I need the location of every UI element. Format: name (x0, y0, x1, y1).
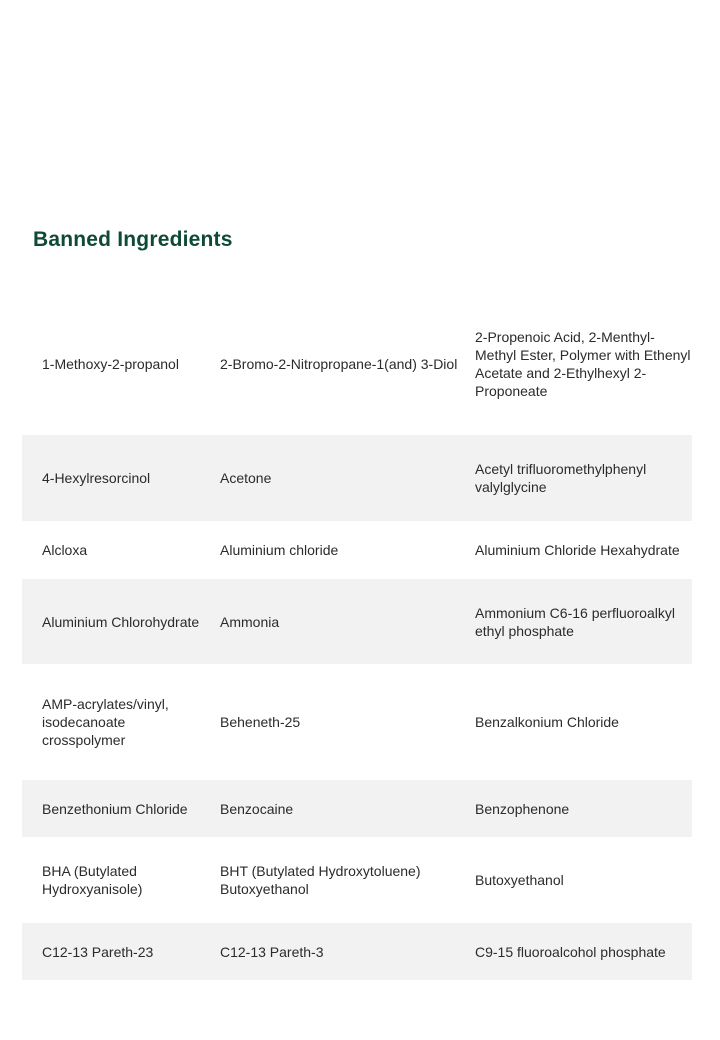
table-cell: C12-13 Pareth-23 (42, 943, 154, 960)
table-cell: Benzocaine (220, 800, 294, 817)
table-cell: Acetyl trifluoromethylphenyl valylglycine (475, 461, 647, 495)
table-cell: Aluminium Chloride Hexahydrate (475, 542, 680, 558)
table-row (22, 780, 692, 837)
table-row (22, 923, 692, 980)
table-cell: Butoxyethanol (475, 872, 564, 888)
table-cell: Aluminium chloride (220, 542, 339, 558)
table-cell: AMP-acrylates/vinyl, isodecanoate crosspolymer (42, 696, 169, 748)
table-row (22, 837, 692, 923)
section-title: Banned Ingredients (33, 228, 233, 251)
table-row (22, 292, 692, 435)
ingredients-table (22, 292, 692, 980)
table-cell: Alcloxa (42, 542, 88, 558)
table-cell: C12-13 Pareth-3 (220, 943, 324, 960)
table-row (22, 579, 692, 664)
table-row (22, 521, 692, 579)
table-cell: Benzophenone (475, 800, 570, 817)
table-cell: 2-Bromo-2-Nitropropane-1(and) 3-Diol (220, 355, 458, 372)
table-cell: Aluminium Chlorohydrate (42, 613, 200, 630)
table-cell: 1-Methoxy-2-propanol (42, 355, 179, 372)
table-cell: Acetone (220, 470, 272, 486)
table-cell: Benzethonium Chloride (42, 800, 188, 817)
table-row (22, 664, 692, 780)
table-cell: 4-Hexylresorcinol (42, 470, 151, 486)
table-cell: Ammonia (220, 613, 280, 630)
table-cell: Benzalkonium Chloride (475, 714, 619, 730)
table-cell: BHA (Butylated Hydroxyanisole) (42, 863, 143, 897)
table-cell: BHT (Butylated Hydroxytoluene) Butoxyethanol (220, 863, 421, 897)
table-cell: Beheneth-25 (220, 714, 301, 730)
table-cell: C9-15 fluoroalcohol phosphate (475, 943, 666, 960)
table-row (22, 435, 692, 521)
table-cell: 2-Propenoic Acid, 2-Menthyl-Methyl Ester, Polymer with Ethenyl Acetate and 2-Ethylhexyl 2-Proponeate (475, 328, 691, 399)
table-cell: Ammonium C6-16 perfluoroalkyl ethyl phosphate (475, 604, 675, 639)
